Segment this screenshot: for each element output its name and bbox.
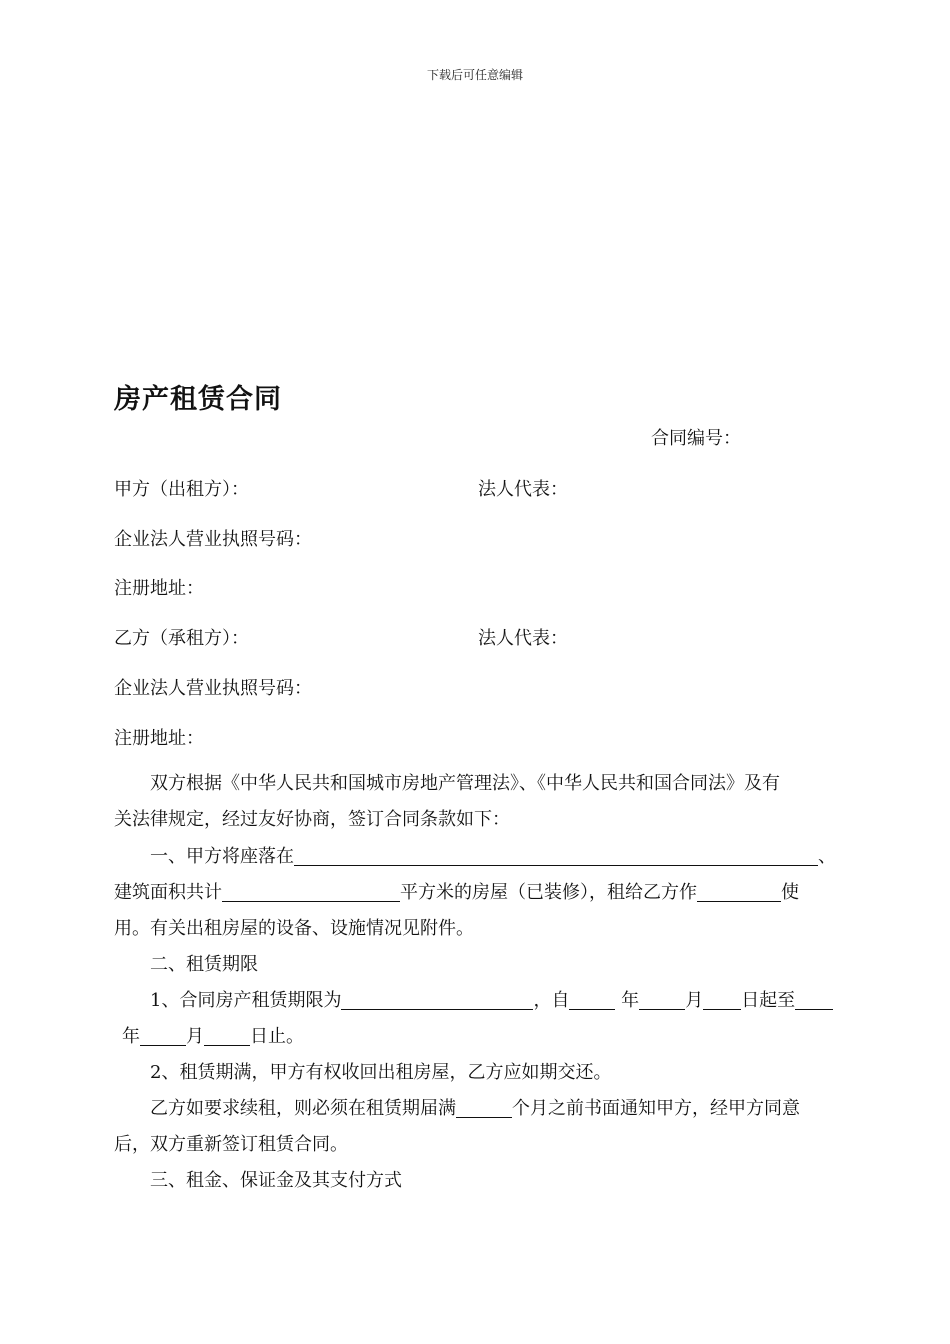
- party-a-address-label: 注册地址：: [114, 578, 204, 599]
- term-length-blank[interactable]: [341, 989, 533, 1010]
- clause-1-line-2: [114, 875, 844, 911]
- clause-2-item-2: 2、租赁期满，甲方有权收回出租房屋，乙方应如期交还。: [150, 1062, 612, 1083]
- clause-1-line-3: 用。有关出租房屋的设备、设施情况见附件。: [114, 918, 474, 939]
- end-year-text: 年: [122, 1026, 140, 1047]
- clause-1-text-a: 一、甲方将座落在: [150, 846, 294, 867]
- usage-blank[interactable]: [697, 881, 781, 902]
- renew-text-b: 个月之前书面通知甲方，经甲方同意: [512, 1098, 800, 1119]
- start-year-blank[interactable]: [569, 989, 615, 1010]
- renew-text-a: 乙方如要求续租，则必须在租赁期届满: [150, 1098, 456, 1119]
- clause-3: [114, 1163, 844, 1199]
- header-note: 下载后可任意编辑: [426, 68, 523, 82]
- end-day-blank[interactable]: [204, 1025, 250, 1046]
- clause-2-heading: 二、租赁期限: [150, 954, 258, 975]
- preamble-line-1: 双方根据《中华人民共和国城市房地产管理法》、《中华人民共和国合同法》及有: [150, 773, 780, 794]
- clause-1: [114, 839, 844, 947]
- party-b-label: 乙方（承租方）：: [114, 628, 249, 649]
- party-b-rep-label: 法人代表：: [478, 628, 568, 649]
- end-day-text: 日止。: [250, 1026, 304, 1047]
- start-day-blank[interactable]: [703, 989, 741, 1010]
- clause-1-text-e: 使: [781, 882, 799, 903]
- clause-1-text-b: 、: [818, 846, 836, 867]
- party-a-label: 甲方（出租方）：: [114, 479, 249, 500]
- start-day-text: 日起至: [741, 990, 796, 1011]
- area-blank[interactable]: [222, 881, 400, 902]
- clause-2-item-1-line-2: [114, 1019, 844, 1055]
- end-month-blank[interactable]: [140, 1025, 186, 1046]
- clause-3-heading: 三、租金、保证金及其支付方式: [150, 1170, 402, 1191]
- clause-1-text-d: 平方米的房屋（已装修），租给乙方作: [400, 882, 697, 903]
- clause-1-line-1: [114, 839, 844, 875]
- term-from-text: ，自: [533, 990, 570, 1011]
- preamble-line-2: 关法律规定，经过友好协商，签订合同条款如下：: [114, 809, 510, 830]
- clause-2-item-1-line-1: [114, 983, 844, 1019]
- clause-2-renew-line-2: 后，双方重新签订租赁合同。: [114, 1134, 348, 1155]
- preamble: [114, 766, 844, 838]
- start-month-text: 月: [685, 990, 704, 1011]
- party-b-address-label: 注册地址：: [114, 728, 204, 749]
- party-b-license-label: 企业法人营业执照号码：: [114, 678, 312, 699]
- renew-months-blank[interactable]: [456, 1097, 512, 1118]
- location-blank[interactable]: [294, 845, 818, 866]
- party-a-license-label: 企业法人营业执照号码：: [114, 529, 312, 550]
- clause-1-text-c: 建筑面积共计: [114, 882, 222, 903]
- start-month-blank[interactable]: [639, 989, 685, 1010]
- clause-2-renew-line-1: [114, 1091, 844, 1127]
- end-month-text: 月: [186, 1026, 204, 1047]
- end-year-blank[interactable]: [795, 989, 833, 1010]
- contract-number-label: 合同编号：: [651, 428, 741, 449]
- party-a-rep-label: 法人代表：: [478, 479, 568, 500]
- document-title: 房产租赁合同: [114, 384, 282, 415]
- start-year-text: 年: [615, 990, 640, 1011]
- term-text: 1、合同房产租赁期限为: [150, 990, 342, 1011]
- clause-2: [114, 947, 844, 1163]
